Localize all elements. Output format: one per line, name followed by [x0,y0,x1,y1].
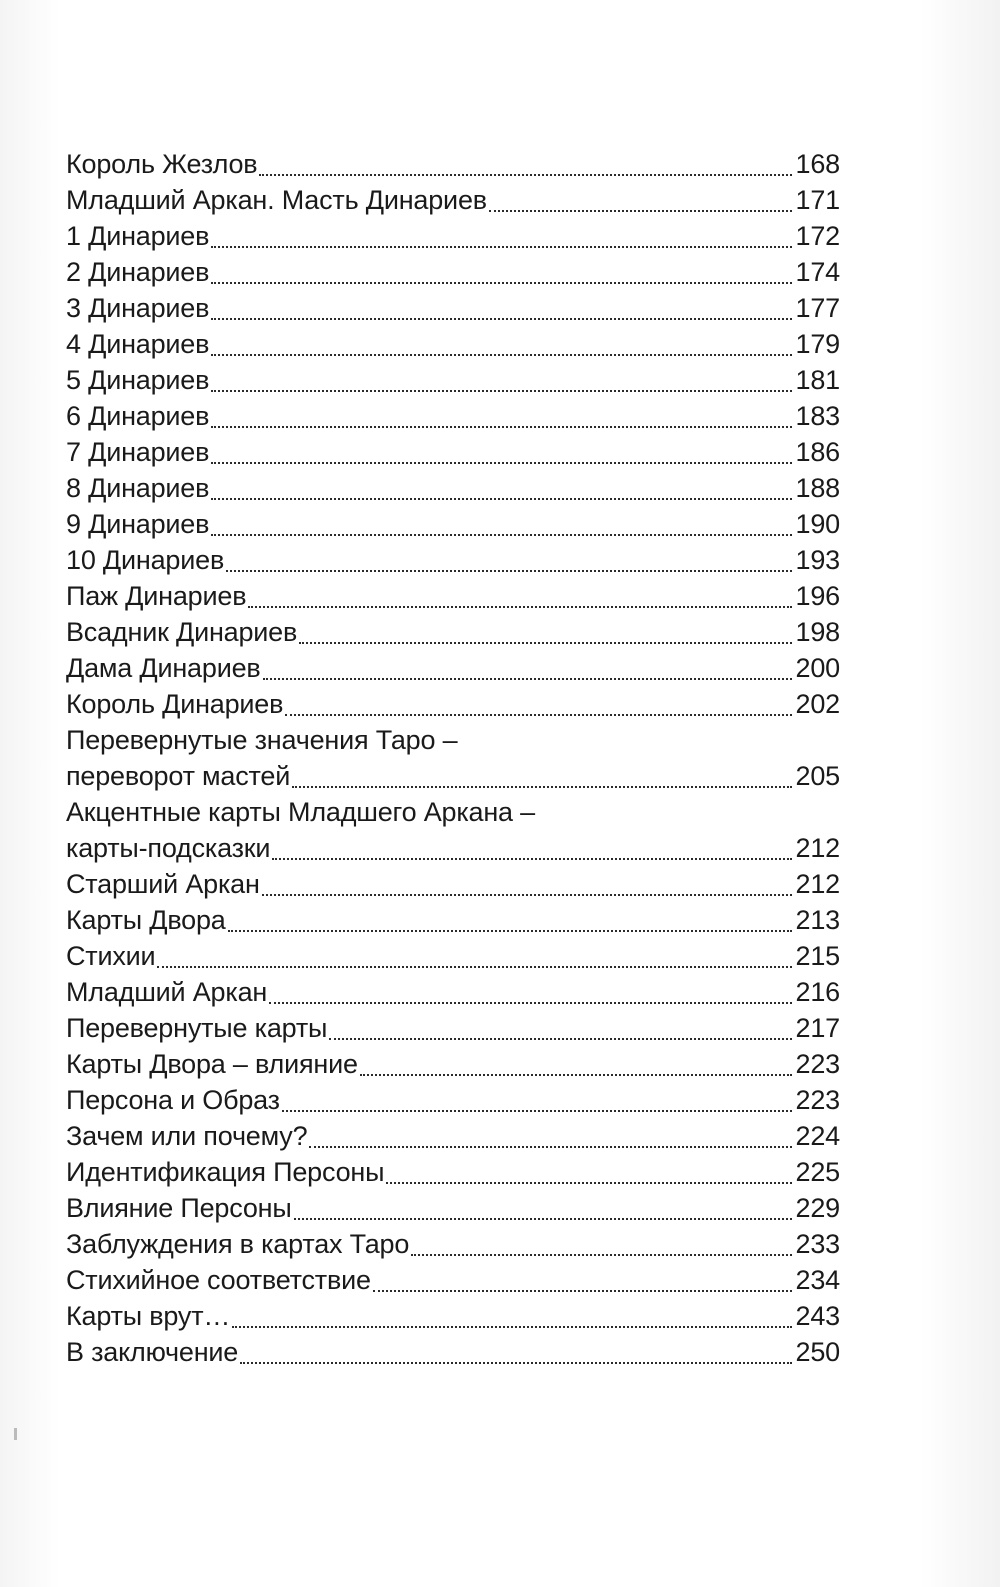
toc-entry [66,326,840,362]
toc-entry-page: 212 [795,869,840,899]
toc-entry-title: Всадник Динариев [66,617,298,647]
toc-entry-last-line [66,830,840,866]
toc-entry-page: 174 [795,257,840,287]
toc-entry-page: 223 [795,1049,840,1079]
toc-entry [66,1154,840,1190]
toc-leader-dots [282,1102,792,1112]
toc-entry [66,542,840,578]
toc-entry-last-line [66,758,840,794]
toc-entry-title: 6 Динариев [66,401,210,431]
toc-entry [66,1298,840,1334]
toc-entry-title: Дама Динариев [66,653,261,683]
toc-entry-title: Стихийное соответствие [66,1265,371,1295]
toc-entry-title: 9 Динариев [66,509,210,539]
toc-leader-dots [292,778,792,788]
toc-entry-title: Зачем или почему? [66,1121,308,1151]
toc-entry-title: Паж Динариев [66,581,247,611]
toc-leader-dots [211,238,792,248]
toc-entry [66,1334,840,1370]
toc-entry-page: 171 [795,185,840,215]
toc-leader-dots [489,202,792,212]
toc-entry [66,614,840,650]
toc-entry [66,722,840,794]
toc-entry [66,866,840,902]
toc-entry-title: 10 Динариев [66,545,225,575]
toc-entry-page: 229 [795,1193,840,1223]
toc-leader-dots [373,1282,792,1292]
toc-leader-dots [232,1318,792,1328]
toc-entry-page: 168 [795,149,840,179]
toc-leader-dots [228,922,792,932]
toc-entry-title: Старший Аркан [66,869,260,899]
toc-entry-title: Младший Аркан [66,977,268,1007]
toc-leader-dots [309,1138,792,1148]
toc-entry [66,146,840,182]
toc-entry-title-cont: переворот мастей [66,761,291,791]
toc-entry-page: 213 [795,905,840,935]
toc-entry-page: 186 [795,437,840,467]
toc-leader-dots [263,670,792,680]
toc-entry [66,650,840,686]
toc-leader-dots [329,1030,792,1040]
toc-leader-dots [226,562,792,572]
toc-entry-title: В заключение [66,1337,239,1367]
toc-entry-page: 172 [795,221,840,251]
toc-entry-page: 225 [795,1157,840,1187]
toc-entry [66,398,840,434]
toc-entry-title-cont: карты-подсказки [66,833,271,863]
toc-entry [66,578,840,614]
toc-entry-page: 223 [795,1085,840,1115]
toc-entry [66,218,840,254]
page-edge-mark [14,1428,17,1440]
toc-entry [66,470,840,506]
toc-entry-title: Стихии [66,941,156,971]
toc-leader-dots [240,1354,792,1364]
toc-entry-page: 205 [795,761,840,791]
toc-entry-title: 5 Динариев [66,365,210,395]
toc-entry-page: 179 [795,329,840,359]
toc-leader-dots [269,994,792,1004]
toc-entry-page: 250 [795,1337,840,1367]
toc-entry-page: 193 [795,545,840,575]
toc-entry-page: 196 [795,581,840,611]
toc-entry [66,938,840,974]
toc-leader-dots [272,850,792,860]
toc-entry-page: 183 [795,401,840,431]
toc-leader-dots [211,310,792,320]
toc-entry-title: 4 Динариев [66,329,210,359]
toc-leader-dots [411,1246,792,1256]
toc-entry-title: 3 Динариев [66,293,210,323]
toc-entry [66,362,840,398]
toc-entry [66,290,840,326]
toc-leader-dots [211,346,792,356]
toc-entry-page: 190 [795,509,840,539]
toc-entry-title: Акцентные карты Младшего Аркана – [66,797,535,827]
toc-entry [66,794,840,866]
toc-entry [66,1118,840,1154]
toc-entry-title: Идентификация Персоны [66,1157,385,1187]
toc-entry-page: 216 [795,977,840,1007]
toc-entry [66,434,840,470]
toc-entry-title: Король Динариев [66,689,284,719]
toc-leader-dots [248,598,792,608]
toc-entry [66,686,840,722]
toc-entry [66,1190,840,1226]
toc-entry-page: 181 [795,365,840,395]
toc-leader-dots [211,454,792,464]
toc-entry-page: 177 [795,293,840,323]
toc-entry [66,1226,840,1262]
toc-entry [66,974,840,1010]
toc-entry-title: Младший Аркан. Масть Динариев [66,185,487,215]
toc-leader-dots [262,886,792,896]
toc-entry [66,1262,840,1298]
toc-entry-title: 7 Динариев [66,437,210,467]
toc-entry-title: Перевернутые карты [66,1013,328,1043]
toc-entry-title: Перевернутые значения Таро – [66,725,458,755]
table-of-contents [66,146,840,1370]
toc-entry-title: 2 Динариев [66,257,210,287]
toc-entry-title: Король Жезлов [66,149,258,179]
toc-leader-dots [360,1066,792,1076]
toc-entry-page: 212 [795,833,840,863]
toc-entry-page: 217 [795,1013,840,1043]
toc-leader-dots [294,1210,792,1220]
toc-entry-title: Заблуждения в картах Таро [66,1229,410,1259]
toc-entry-title: Карты врут… [66,1301,231,1331]
toc-entry [66,182,840,218]
toc-entry [66,254,840,290]
toc-leader-dots [211,274,792,284]
toc-entry-title: Персона и Образ [66,1085,280,1115]
toc-entry-page: 215 [795,941,840,971]
toc-entry [66,506,840,542]
toc-leader-dots [211,382,792,392]
toc-entry-title: 8 Динариев [66,473,210,503]
toc-leader-dots [285,706,792,716]
toc-entry-page: 234 [795,1265,840,1295]
toc-leader-dots [211,490,792,500]
toc-entry-page: 243 [795,1301,840,1331]
toc-leader-dots [157,958,792,968]
toc-entry-page: 200 [795,653,840,683]
toc-leader-dots [386,1174,792,1184]
toc-entry-page: 233 [795,1229,840,1259]
toc-leader-dots [211,526,792,536]
toc-leader-dots [211,418,792,428]
toc-entry [66,1010,840,1046]
toc-entry-page: 202 [795,689,840,719]
toc-entry [66,1082,840,1118]
toc-entry-page: 188 [795,473,840,503]
toc-entry-title: Карты Двора – влияние [66,1049,358,1079]
toc-entry-title: 1 Динариев [66,221,210,251]
toc-entry-title: Карты Двора [66,905,226,935]
toc-entry [66,1046,840,1082]
toc-entry-title: Влияние Персоны [66,1193,292,1223]
toc-leader-dots [299,634,792,644]
toc-entry [66,902,840,938]
toc-entry-page: 224 [795,1121,840,1151]
toc-leader-dots [259,166,792,176]
toc-entry-page: 198 [795,617,840,647]
